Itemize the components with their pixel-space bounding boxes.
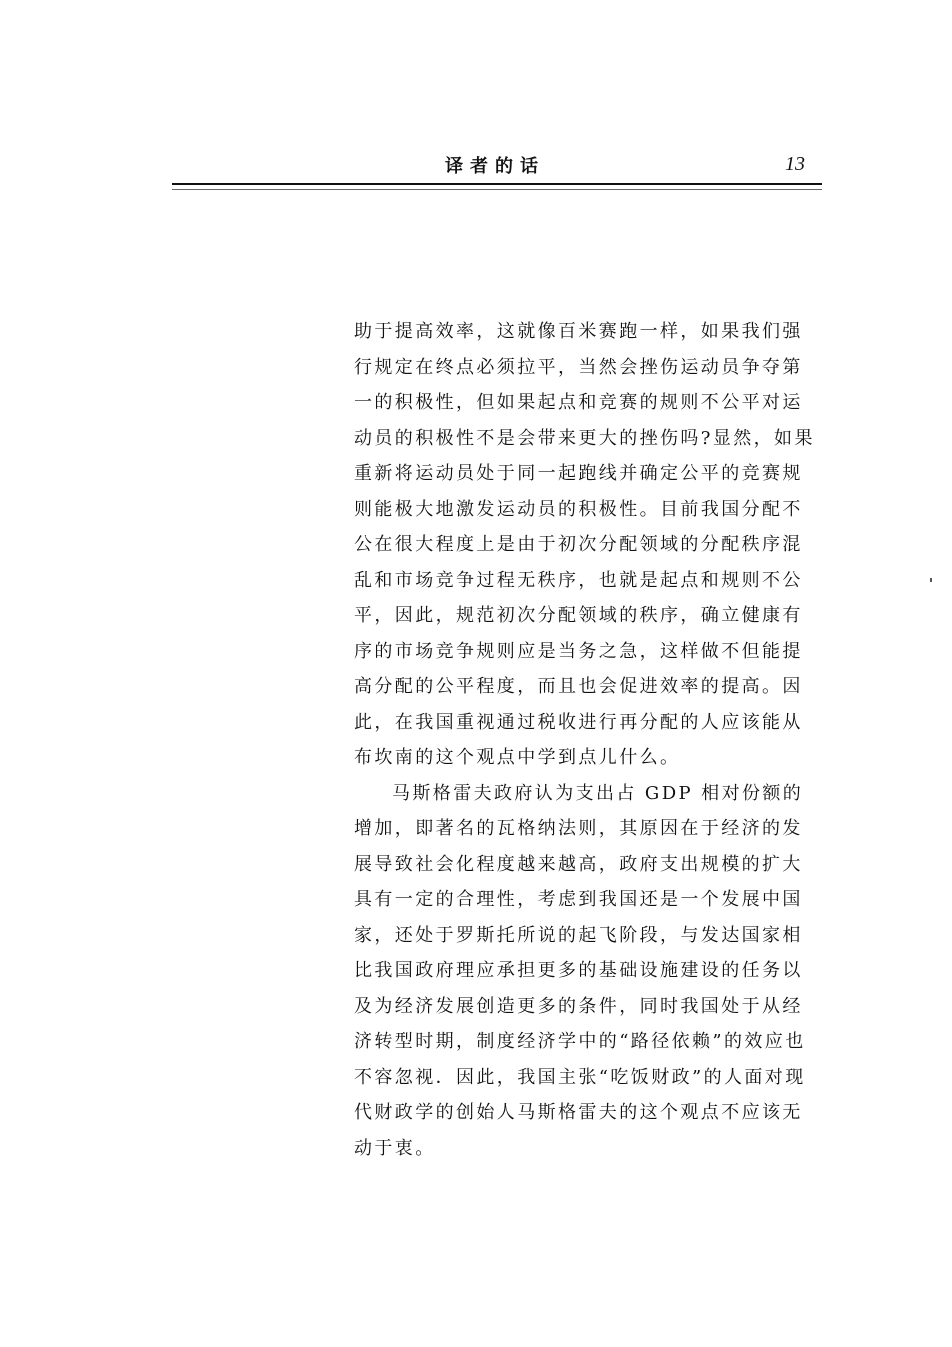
body-text [354,314,822,1166]
paragraph-1: 助于提高效率，这就像百米赛跑一样，如果我们强行规定在终点必须拉平，当然会挫伤运动员争夺第一的积极性，但如果起点和竞赛的规则不公平对运动员的积极性不是会带来更大的挫伤吗?显然，如果重新将运动员处于同一起跑线并确定公平的竞赛规则能极大地激发运动员的积极性。目前我国分配不公在很大程度上是由于初次分配领域的分配秩序混乱和市场竞争过程无秩序，也就是起点和规则不公平，因此，规范初次分配领域的秩序，确立健康有序的市场竞争规则应是当务之急，这样做不但能提高分配的公平程度，而且也会促进效率的提高。因此，在我国重视通过税收进行再分配的人应该能从布坎南的这个观点中学到点儿什么。 [354,321,815,768]
paragraph-2: 马斯格雷夫政府认为支出占 GDP 相对份额的增加，即著名的瓦格纳法则，其原因在于经济的发展导致社会化程度越来越高，政府支出规模的扩大具有一定的合理性，考虑到我国还是一个发展中国家，还处于罗斯托所说的起飞阶段，与发达国家相比我国政府理应承担更多的基础设施建设的任务以及为经济发展创造更多的条件，同时我国处于从经济转型时期，制度经济学中的“路径依赖”的效应也不容忽视．因此，我国主张“吃饭财政”的人面对现代财政学的创始人马斯格雷夫的这个观点不应该无动于衷。 [354,782,806,1159]
header-title: 译者的话 [445,156,545,177]
header-rule [172,183,822,185]
header-rule-thin [172,189,822,190]
page-number: 13 [785,153,805,175]
scan-mark [930,578,932,582]
